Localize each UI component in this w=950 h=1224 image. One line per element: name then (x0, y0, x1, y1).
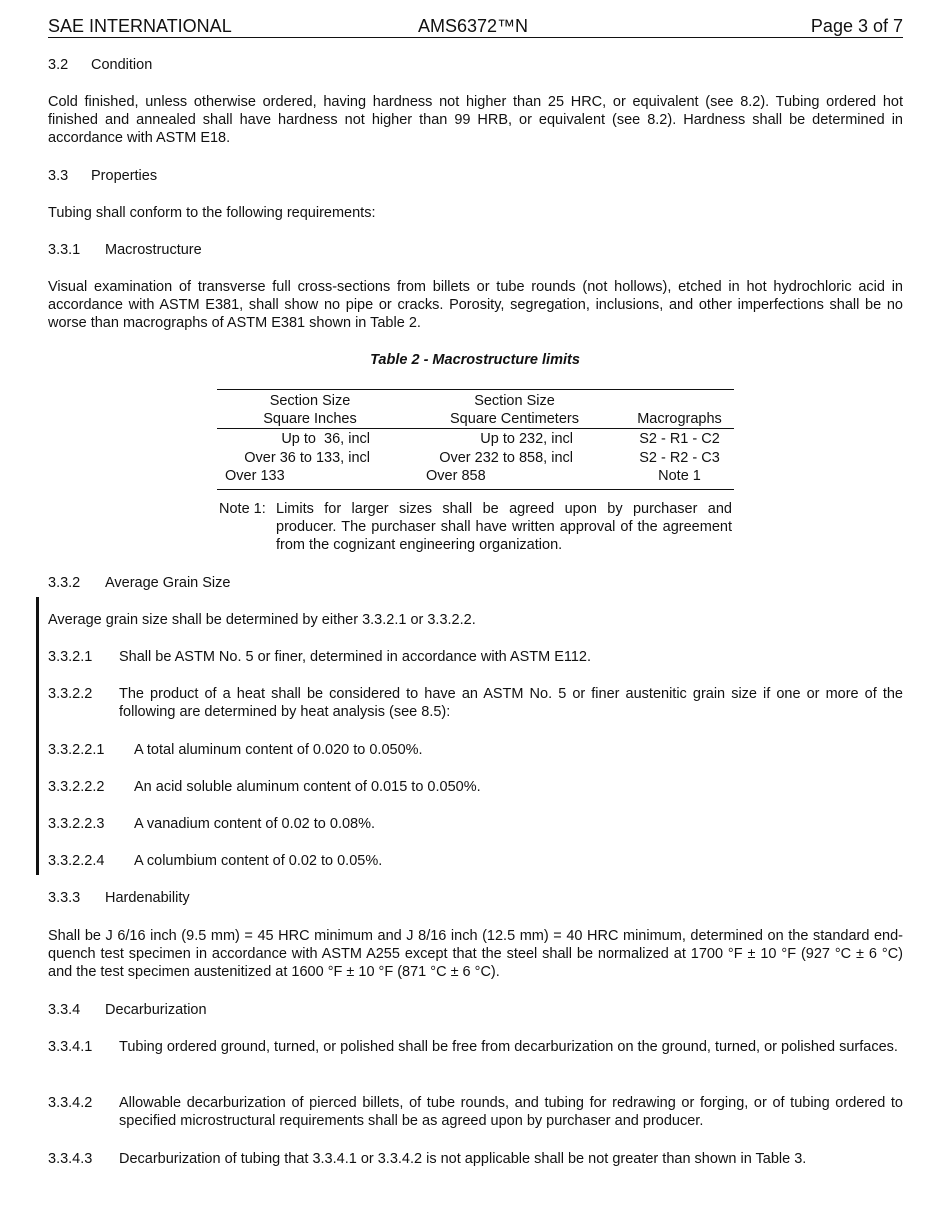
section-heading-3-3-4 (48, 1001, 903, 1019)
table-cell: Up to 36, incl (281, 431, 370, 447)
section-number: 3.3.1 (48, 242, 81, 258)
note-label: Note 1: (219, 501, 266, 517)
table-cell: Over 232 to 858, incl (439, 450, 573, 466)
section-title: Hardenability (105, 890, 190, 906)
header-col3: Macrographs (637, 411, 722, 427)
section-number: 3.3.3 (48, 890, 81, 906)
table-cell: Up to 232, incl (480, 431, 573, 447)
paragraph-text: An acid soluble aluminum content of 0.015 to 0.050%. (134, 779, 481, 795)
paragraph-text: A columbium content of 0.02 to 0.05%. (134, 853, 383, 869)
header-col2-line2: Square Centimeters (450, 411, 579, 427)
table-cell: S2 - R2 - C3 (639, 450, 720, 466)
table-header-rule (217, 428, 734, 429)
macrostructure-table (217, 389, 734, 490)
section-heading-3-3-3 (48, 889, 903, 907)
paragraph-text: Allowable decarburization of pierced billets, of tube rounds, and tubing for redrawing or forging, or of tubing ordered to specified microstructural requirements shall be as agreed upon by purchaser and producer. (119, 1095, 903, 1130)
paragraph-3-3-2: Average grain size shall be determined by either 3.3.2.1 or 3.3.2.2. (48, 612, 476, 628)
table-cell: Note 1 (658, 468, 701, 484)
section-number: 3.3.2.2 (48, 686, 93, 702)
paragraph-text: Tubing ordered ground, turned, or polished shall be free from decarburization on the ground, turned, or polished surfaces. (119, 1039, 898, 1055)
header-page-number: Page 3 of 7 (810, 16, 903, 36)
section-title: Macrostructure (105, 242, 202, 258)
paragraph-text: A total aluminum content of 0.020 to 0.050%. (134, 742, 423, 758)
section-number: 3.3.2.1 (48, 649, 93, 665)
paragraph-3-3-2-2-2 (48, 778, 903, 796)
paragraph-text: The product of a heat shall be considered to have an ASTM No. 5 or finer austenitic grain size if one or more of the following are determined by heat analysis (see 8.5): (119, 686, 903, 721)
section-number: 3.3 (48, 168, 69, 184)
paragraph-3-3: Tubing shall conform to the following requirements: (48, 205, 376, 221)
paragraph-text: A vanadium content of 0.02 to 0.08%. (134, 816, 376, 832)
section-number: 3.3.2.2.2 (48, 779, 105, 795)
section-heading-3-3-2 (48, 574, 903, 592)
section-title: Properties (91, 168, 158, 184)
header-col1-line1: Section Size (269, 393, 351, 409)
section-title: Decarburization (105, 1002, 207, 1018)
section-number: 3.3.4.2 (48, 1095, 93, 1111)
paragraph-3-3-2-1 (48, 648, 903, 666)
section-number: 3.3.4.1 (48, 1039, 93, 1055)
note-text: Limits for larger sizes shall be agreed upon by purchaser and producer. The purchaser shall have written approval of the agreement from the cognizant engineering organization. (276, 501, 732, 554)
change-bar (36, 597, 39, 875)
header-col2-line1: Section Size (474, 393, 555, 409)
page-header (48, 14, 903, 38)
section-number: 3.3.2.2.4 (48, 853, 105, 869)
table-cell: Over 36 to 133, incl (244, 450, 370, 466)
section-number: 3.3.2 (48, 575, 81, 591)
header-org: SAE INTERNATIONAL (48, 16, 232, 36)
header-doc-id: AMS6372™N (418, 16, 529, 36)
paragraph-3-3-1: Visual examination of transverse full cross-sections from billets or tube rounds (not hollows), etched in hot hydrochloric acid in accordance with ASTM E381, shall show no pipe or cracks. Porosity, segregation, inclusions, and other imperfections shall be no worse than macrographs of ASTM E381 shown in Table 2. (48, 279, 903, 332)
section-title: Average Grain Size (105, 575, 231, 591)
table-cell: Over 858 (426, 468, 486, 484)
table-cell: S2 - R1 - C2 (639, 431, 720, 447)
paragraph-3-3-2-2-3 (48, 815, 903, 833)
section-heading-3-3-1 (48, 241, 903, 259)
section-number: 3.2 (48, 57, 69, 73)
paragraph-3-3-4-3 (48, 1150, 903, 1168)
section-number: 3.3.4.3 (48, 1151, 93, 1167)
paragraph-3-3-4-2 (48, 1094, 903, 1130)
paragraph-3-3-4-1 (48, 1038, 903, 1056)
section-number: 3.3.2.2.1 (48, 742, 105, 758)
section-number: 3.3.2.2.3 (48, 816, 105, 832)
table-cell: Over 133 (225, 468, 285, 484)
paragraph-3-3-2-2 (48, 685, 903, 721)
paragraph-3-3-2-2-4 (48, 852, 903, 870)
table-note (219, 500, 732, 555)
paragraph-3-2: Cold finished, unless otherwise ordered, having hardness not higher than 25 HRC, or equivalent (see 8.2). Tubing ordered hot finished and annealed shall have hardness not higher than 99 HRB, or equivalent (see 8.2). Hardness shall be determined in accordance with ASTM E18. (48, 94, 903, 147)
paragraph-3-3-2-2-1 (48, 741, 903, 759)
section-heading-3-2 (48, 56, 903, 74)
section-heading-3-3 (48, 167, 903, 185)
paragraph-text: Shall be ASTM No. 5 or finer, determined in accordance with ASTM E112. (119, 649, 592, 665)
header-col1-line2: Square Inches (263, 411, 357, 427)
paragraph-3-3-3: Shall be J 6/16 inch (9.5 mm) = 45 HRC minimum and J 8/16 inch (12.5 mm) = 40 HRC minimum, determined on the standard end-quench test specimen in accordance with ASTM A255 except that the steel shall be normalized at 1700 °F ± 10 °F (927 °C ± 6 °C) and the test specimen austenitized at 1600 °F ± 10 °F (871 °C ± 6 °C). (48, 928, 903, 981)
section-number: 3.3.4 (48, 1002, 81, 1018)
table-caption: Table 2 - Macrostructure limits (370, 352, 580, 368)
paragraph-text: Decarburization of tubing that 3.3.4.1 or 3.3.4.2 is not applicable shall be not greater than shown in Table 3. (119, 1151, 807, 1167)
section-title: Condition (91, 57, 153, 73)
